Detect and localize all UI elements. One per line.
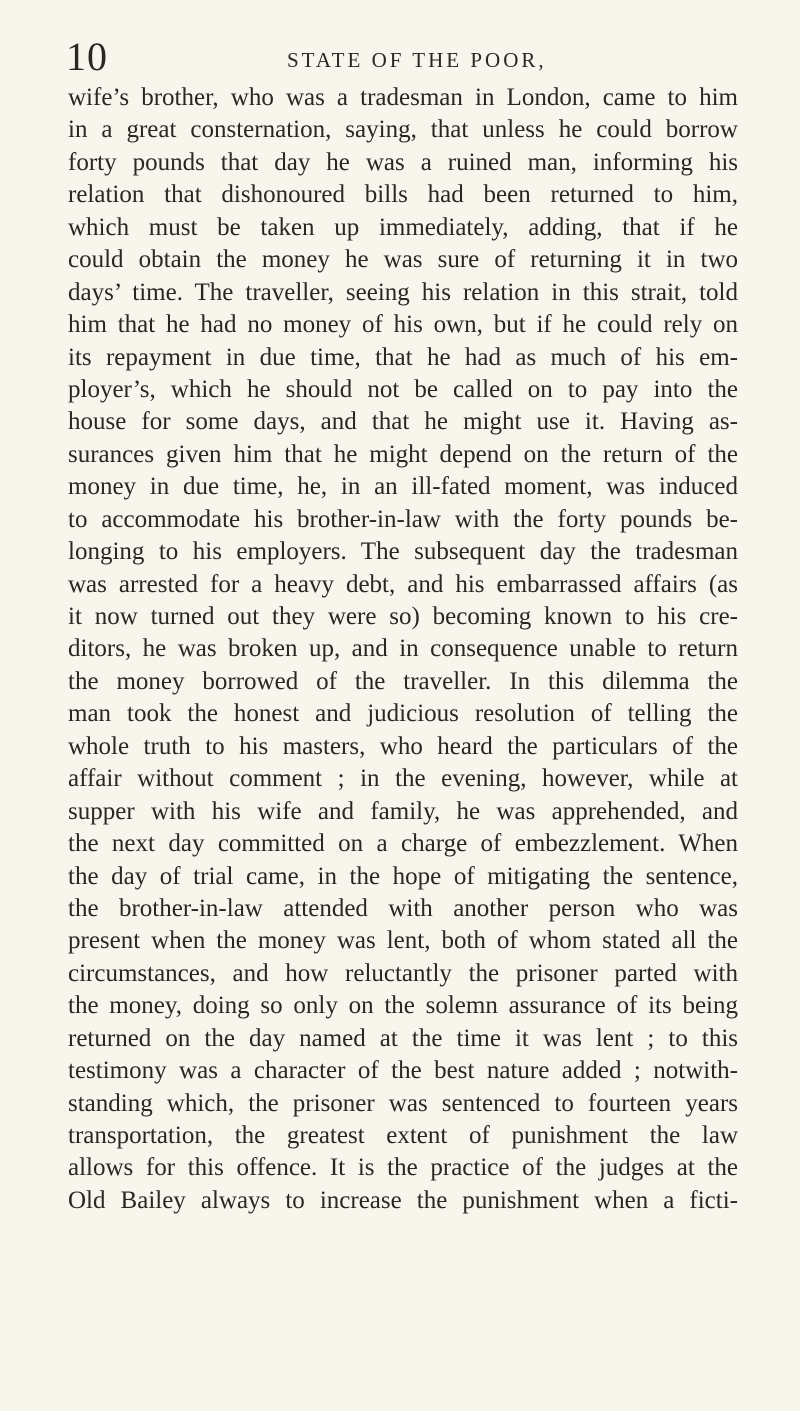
- body-text: [68, 82, 738, 1217]
- text-line: transportation, the greatest extent of punishment the law: [68, 1122, 738, 1149]
- text-line: days’ time. The traveller, seeing his relation in this strait, told: [68, 278, 738, 306]
- text-line: the money, doing so only on the solemn assurance of its being: [68, 992, 738, 1020]
- text-line: relation that dishonoured bills had been returned to him,: [68, 181, 738, 209]
- text-line: its repayment in due time, that he had as much of his em-: [68, 343, 738, 371]
- page-number: 10: [66, 34, 108, 79]
- text-line: which must be taken up immediately, adding, that if he: [68, 213, 738, 241]
- text-line: was arrested for a heavy debt, and his embarrassed affairs (as: [68, 570, 738, 598]
- text-line: ditors, he was broken up, and in consequence unable to return: [68, 635, 738, 663]
- text-line: him that he had no money of his own, but if he could rely on: [68, 311, 738, 339]
- text-line: allows for this offence. It is the practice of the judges at the: [68, 1154, 738, 1182]
- text-line: the next day committed on a charge of embezzlement. When: [68, 830, 738, 858]
- text-line: ployer’s, which he should not be called on to pay into the: [68, 375, 738, 403]
- text-line: supper with his wife and family, he was apprehended, and: [68, 797, 738, 825]
- text-line: to accommodate his brother-in-law with the forty pounds be-: [68, 505, 738, 533]
- text-line: whole truth to his masters, who heard the particulars of the: [68, 732, 738, 760]
- text-line: forty pounds that day he was a ruined man, informing his: [68, 148, 738, 176]
- text-line: the brother-in-law attended with another person who was: [68, 894, 738, 922]
- text-line: testimony was a character of the best nature added ; notwith-: [68, 1057, 738, 1085]
- running-head: STATE OF THE POOR,: [287, 48, 547, 72]
- text-line: circumstances, and how reluctantly the prisoner parted with: [68, 959, 738, 987]
- text-line: present when the money was lent, both of whom stated all the: [68, 927, 738, 955]
- text-line: wife’s brother, who was a tradesman in London, came to him: [68, 84, 738, 111]
- text-line: standing which, the prisoner was sentenced to fourteen years: [68, 1089, 738, 1117]
- text-line: surances given him that he might depend on the return of the: [68, 440, 738, 468]
- text-line: could obtain the money he was sure of returning it in two: [68, 246, 738, 274]
- text-line: house for some days, and that he might use it. Having as-: [68, 408, 738, 436]
- text-line: it now turned out they were so) becoming known to his cre-: [68, 603, 738, 630]
- text-line: money in due time, he, in an ill-fated moment, was induced: [68, 473, 738, 501]
- text-line: longing to his employers. The subsequent day the tradesman: [68, 538, 738, 566]
- text-line: the money borrowed of the traveller. In this dilemma the: [68, 667, 738, 695]
- text-line: affair without comment ; in the evening, however, while at: [68, 765, 738, 793]
- text-line: the day of trial came, in the hope of mitigating the sentence,: [68, 862, 738, 890]
- text-line: returned on the day named at the time it was lent ; to this: [68, 1024, 738, 1052]
- text-line: man took the honest and judicious resolution of telling the: [68, 700, 738, 728]
- text-line: Old Bailey always to increase the punishment when a ficti-: [68, 1186, 738, 1214]
- text-line: in a great consternation, saying, that unless he could borrow: [68, 116, 738, 144]
